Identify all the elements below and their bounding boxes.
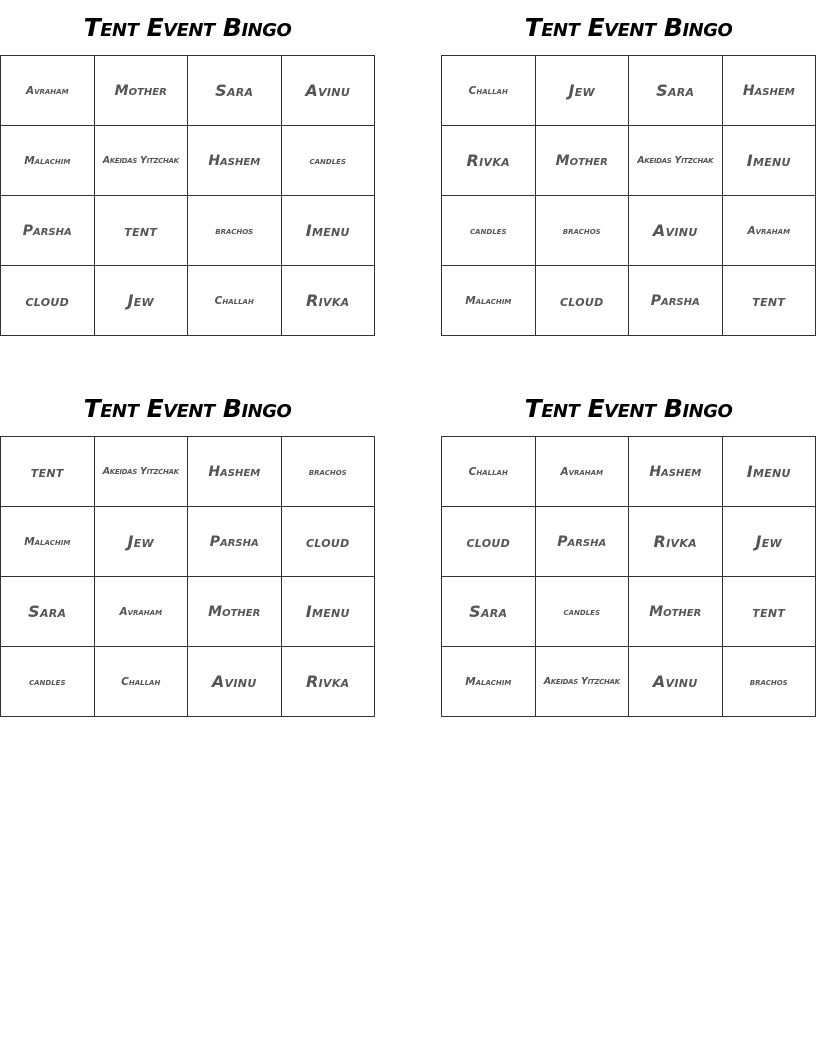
grid-cell: Rivka [281,647,375,717]
bingo-card-3 [0,381,375,717]
grid-cell: Avinu [188,647,282,717]
grid-row [442,437,816,507]
grid-cell: Avinu [629,647,723,717]
grid-cell: Akeidas Yitzchak [535,647,629,717]
bingo-card-2 [441,0,816,336]
grid-cell: Hashem [629,437,723,507]
grid-cell: cloud [535,266,629,336]
grid-cell: Challah [188,266,282,336]
grid-cell: tent [722,266,816,336]
grid-row [442,647,816,717]
grid-row [1,437,375,507]
grid-cell: Jew [535,56,629,126]
grid-row [442,126,816,196]
grid-cell: brachos [281,437,375,507]
grid-row [1,577,375,647]
grid-cell: Challah [94,647,188,717]
grid-cell: Imenu [722,437,816,507]
grid-row [1,647,375,717]
grid-cell: Imenu [722,126,816,196]
grid-cell: Akeidas Yitzchak [629,126,723,196]
grid-cell: Avraham [722,196,816,266]
grid-cell: Rivka [442,126,536,196]
grid-cell: Hashem [188,437,282,507]
grid-cell: candles [535,577,629,647]
grid-cell: Malachim [1,507,95,577]
grid-cell: Imenu [281,577,375,647]
grid-cell: Akeidas Yitzchak [94,126,188,196]
grid-row [442,196,816,266]
grid-cell: candles [1,647,95,717]
grid-cell: Imenu [281,196,375,266]
grid-cell: Jew [722,507,816,577]
grid-cell: Hashem [722,56,816,126]
grid-row [442,507,816,577]
grid-cell: cloud [281,507,375,577]
grid-row [1,507,375,577]
grid-cell: tent [94,196,188,266]
grid-cell: brachos [188,196,282,266]
grid-row [1,196,375,266]
grid-cell: tent [1,437,95,507]
grid-cell: Avraham [535,437,629,507]
grid-cell: Parsha [1,196,95,266]
grid-cell: Rivka [281,266,375,336]
grid-cell: tent [722,577,816,647]
grid-cell: Sara [1,577,95,647]
grid-cell: brachos [535,196,629,266]
grid-cell: Avinu [281,56,375,126]
grid-row [442,56,816,126]
grid-cell: candles [442,196,536,266]
grid-cell: Jew [94,266,188,336]
bingo-grid [441,436,816,717]
card-title: Tent Event Bingo [83,394,292,423]
grid-cell: Malachim [442,647,536,717]
grid-cell: Hashem [188,126,282,196]
grid-cell: Avraham [94,577,188,647]
card-title: Tent Event Bingo [83,13,292,42]
grid-cell: Mother [94,56,188,126]
card-title: Tent Event Bingo [524,394,733,423]
grid-cell: Rivka [629,507,723,577]
grid-row [442,266,816,336]
grid-cell: cloud [1,266,95,336]
grid-cell: Avraham [1,56,95,126]
grid-cell: Jew [94,507,188,577]
grid-cell: Challah [442,56,536,126]
grid-cell: Mother [188,577,282,647]
grid-cell: Sara [629,56,723,126]
bingo-grid [0,436,375,717]
grid-cell: Challah [442,437,536,507]
grid-cell: cloud [442,507,536,577]
bingo-grid [441,55,816,336]
grid-cell: Sara [442,577,536,647]
bingo-grid [0,55,375,336]
grid-row [1,56,375,126]
grid-cell: Malachim [1,126,95,196]
grid-row [1,266,375,336]
grid-row [442,577,816,647]
grid-cell: Parsha [535,507,629,577]
grid-row [1,126,375,196]
grid-cell: Malachim [442,266,536,336]
grid-cell: Mother [535,126,629,196]
grid-cell: Sara [188,56,282,126]
card-title: Tent Event Bingo [524,13,733,42]
bingo-card-4 [441,381,816,717]
grid-cell: Parsha [188,507,282,577]
grid-cell: Parsha [629,266,723,336]
bingo-card-1 [0,0,375,336]
grid-cell: Akeidas Yitzchak [94,437,188,507]
grid-cell: Avinu [629,196,723,266]
grid-cell: candles [281,126,375,196]
grid-cell: brachos [722,647,816,717]
grid-cell: Mother [629,577,723,647]
